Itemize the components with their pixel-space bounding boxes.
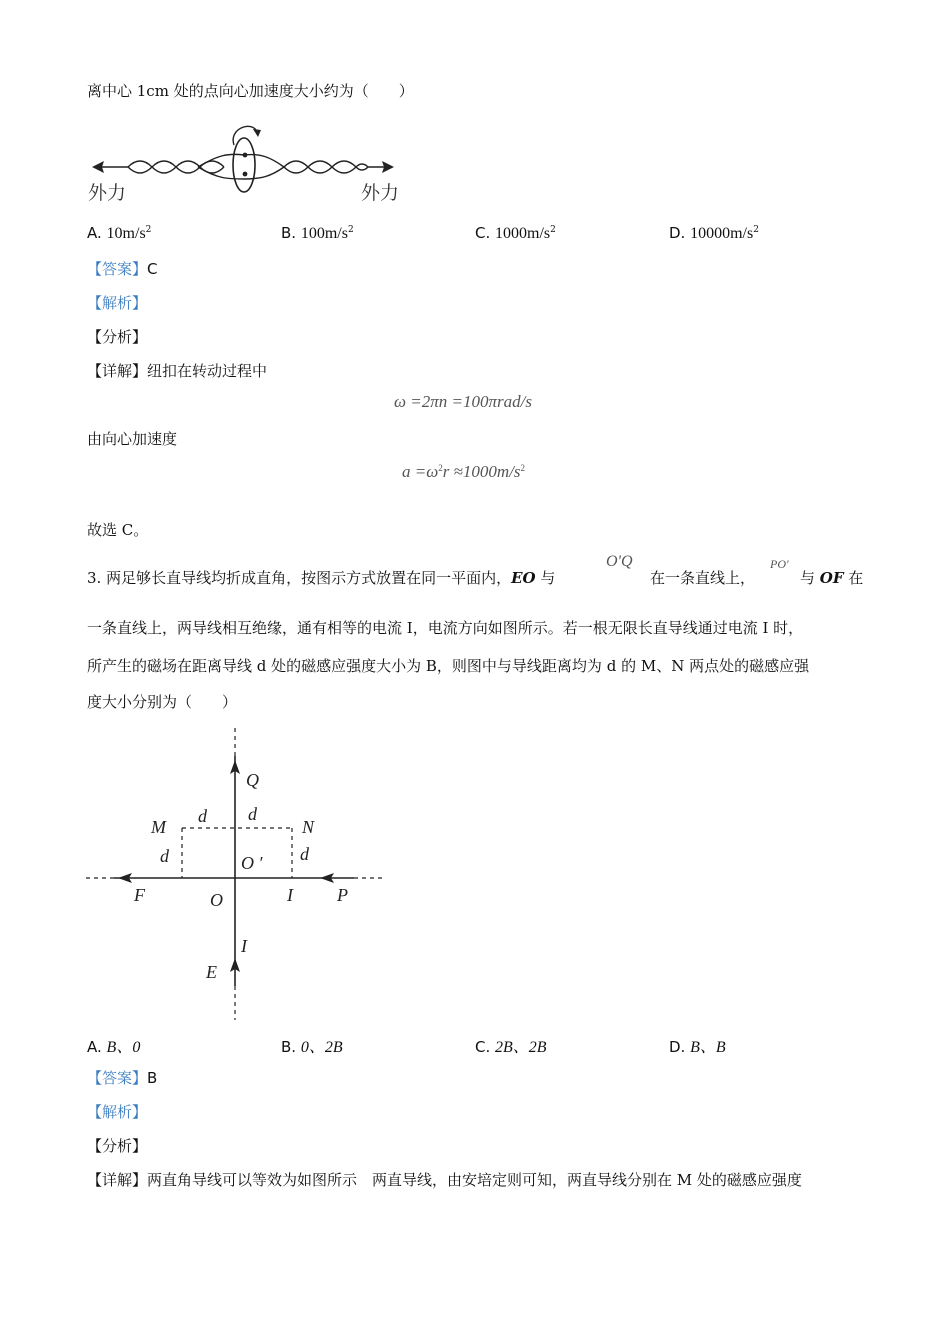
label-d-top-right: d: [248, 804, 257, 824]
q2-detail: [87, 361, 267, 381]
option-letter: C.: [475, 1038, 491, 1056]
text: 两足够长直导线均折成直角，按图示方式放置在同一平面内，: [106, 569, 512, 587]
detail-text: 纽扣在转动过程中: [147, 362, 268, 380]
label-o: O: [210, 890, 223, 910]
label-n: N: [302, 817, 315, 837]
option-exponent: 2: [145, 225, 152, 235]
q3-line3: 所产生的磁场在距离导线 d 处的磁感应强度大小为 B，则图中与导线距离均为 d 的 M、N 两点处的磁感应强: [87, 657, 810, 675]
q3-fenxi-tag: 【分析】: [87, 1137, 148, 1155]
q2-line-centripetal: 由向心加速度: [87, 430, 178, 448]
option-exponent: 2: [753, 225, 759, 235]
option-exponent: 2: [550, 225, 556, 235]
q3-detail: [87, 1170, 802, 1190]
option-value: B、B: [690, 1039, 726, 1056]
q3-analysis-tag: 【解析】: [87, 1103, 148, 1121]
q2-analysis-tag: 【解析】: [87, 294, 148, 312]
option-letter: A.: [87, 1038, 102, 1056]
option-letter: D.: [669, 224, 686, 242]
label-f: F: [134, 885, 145, 905]
button-spin-figure: [88, 117, 408, 207]
option-exponent: 2: [347, 225, 354, 235]
option-letter: B.: [281, 224, 297, 242]
q3-line2: 一条直线上，两导线相互绝缘，通有相等的电流 I，电流方向如图所示。若一根无限长直导线通过电流 I 时，: [87, 619, 804, 637]
label-q: Q: [246, 770, 259, 790]
q2-formula-acceleration: [402, 462, 525, 482]
label-i-horizontal: I: [287, 885, 293, 905]
q2-fenxi-tag: 【分析】: [87, 328, 148, 346]
detail-text: 两直角导线可以等效为如图所示 两直导线，由安培定则可知，两直导线分别在 M 处的磁感应强度: [147, 1171, 802, 1189]
q3-line1: [87, 568, 555, 588]
text: 与: [535, 569, 556, 587]
label-m: M: [151, 817, 166, 837]
text: 在一条直线上，: [650, 569, 756, 587]
option-value: 10000m/s: [690, 225, 754, 242]
option-letter: D.: [669, 1038, 686, 1056]
answer-value: C: [147, 260, 158, 278]
option-letter: B.: [281, 1038, 297, 1056]
formula-part: r ≈1000m/s: [442, 462, 521, 481]
q3-option-b[interactable]: [281, 1034, 343, 1057]
var-oq: O'Q: [606, 553, 633, 570]
q3-option-a[interactable]: [87, 1034, 140, 1057]
var-eo: EO: [511, 569, 536, 587]
detail-tag: 【详解】: [87, 362, 148, 380]
text: 与: [800, 569, 820, 587]
answer-value: B: [147, 1069, 158, 1087]
option-value: 1000m/s: [495, 225, 551, 242]
q2-stem: 离中心 1cm 处的点向心加速度大小约为（ ）: [87, 82, 414, 100]
q2-answer: [87, 259, 158, 279]
label-d-top-left: d: [198, 806, 207, 826]
label-e: E: [206, 962, 217, 982]
external-force-left-label: 外力: [88, 182, 127, 204]
q2-option-d[interactable]: [669, 224, 759, 243]
q2-conclusion: 故选 C。: [87, 521, 149, 539]
label-d-right: d: [300, 844, 309, 864]
label-i-vertical: I: [241, 936, 247, 956]
q2-formula-omega: ω =2πn =100πrad/s: [394, 392, 532, 411]
var-of: OF: [819, 569, 844, 587]
formula-sup: 2: [520, 463, 526, 473]
option-value: 100m/s: [300, 225, 348, 242]
answer-tag: 【答案】: [87, 260, 148, 278]
option-value: 10m/s: [106, 225, 146, 242]
external-force-right-label: 外力: [361, 182, 400, 204]
q2-option-c[interactable]: [475, 224, 556, 243]
option-value: 2B、2B: [495, 1039, 547, 1056]
option-value: 0、2B: [300, 1039, 343, 1056]
option-value: B、0: [106, 1039, 141, 1056]
formula-sup: 2: [438, 463, 443, 473]
q2-option-a[interactable]: [87, 224, 151, 243]
q3-option-c[interactable]: [475, 1034, 547, 1057]
q2-option-b[interactable]: [281, 224, 354, 243]
q3-option-d[interactable]: [669, 1034, 726, 1057]
option-letter: A.: [87, 224, 102, 242]
text: 在: [843, 569, 864, 587]
label-p: P: [337, 885, 348, 905]
q3-answer: [87, 1068, 157, 1088]
detail-tag: 【详解】: [87, 1171, 148, 1189]
label-d-left: d: [160, 846, 169, 866]
q3-line4: 度大小分别为（ ）: [87, 693, 238, 711]
label-o-prime: O ′: [241, 853, 263, 873]
option-letter: C.: [475, 224, 491, 242]
var-po: PO': [770, 557, 789, 571]
wire-diagram: [84, 726, 394, 1022]
formula-part: a =ω: [402, 462, 439, 481]
q3-line1-end: [800, 568, 863, 588]
answer-tag: 【答案】: [87, 1069, 148, 1087]
q3-number: 3.: [87, 569, 102, 587]
